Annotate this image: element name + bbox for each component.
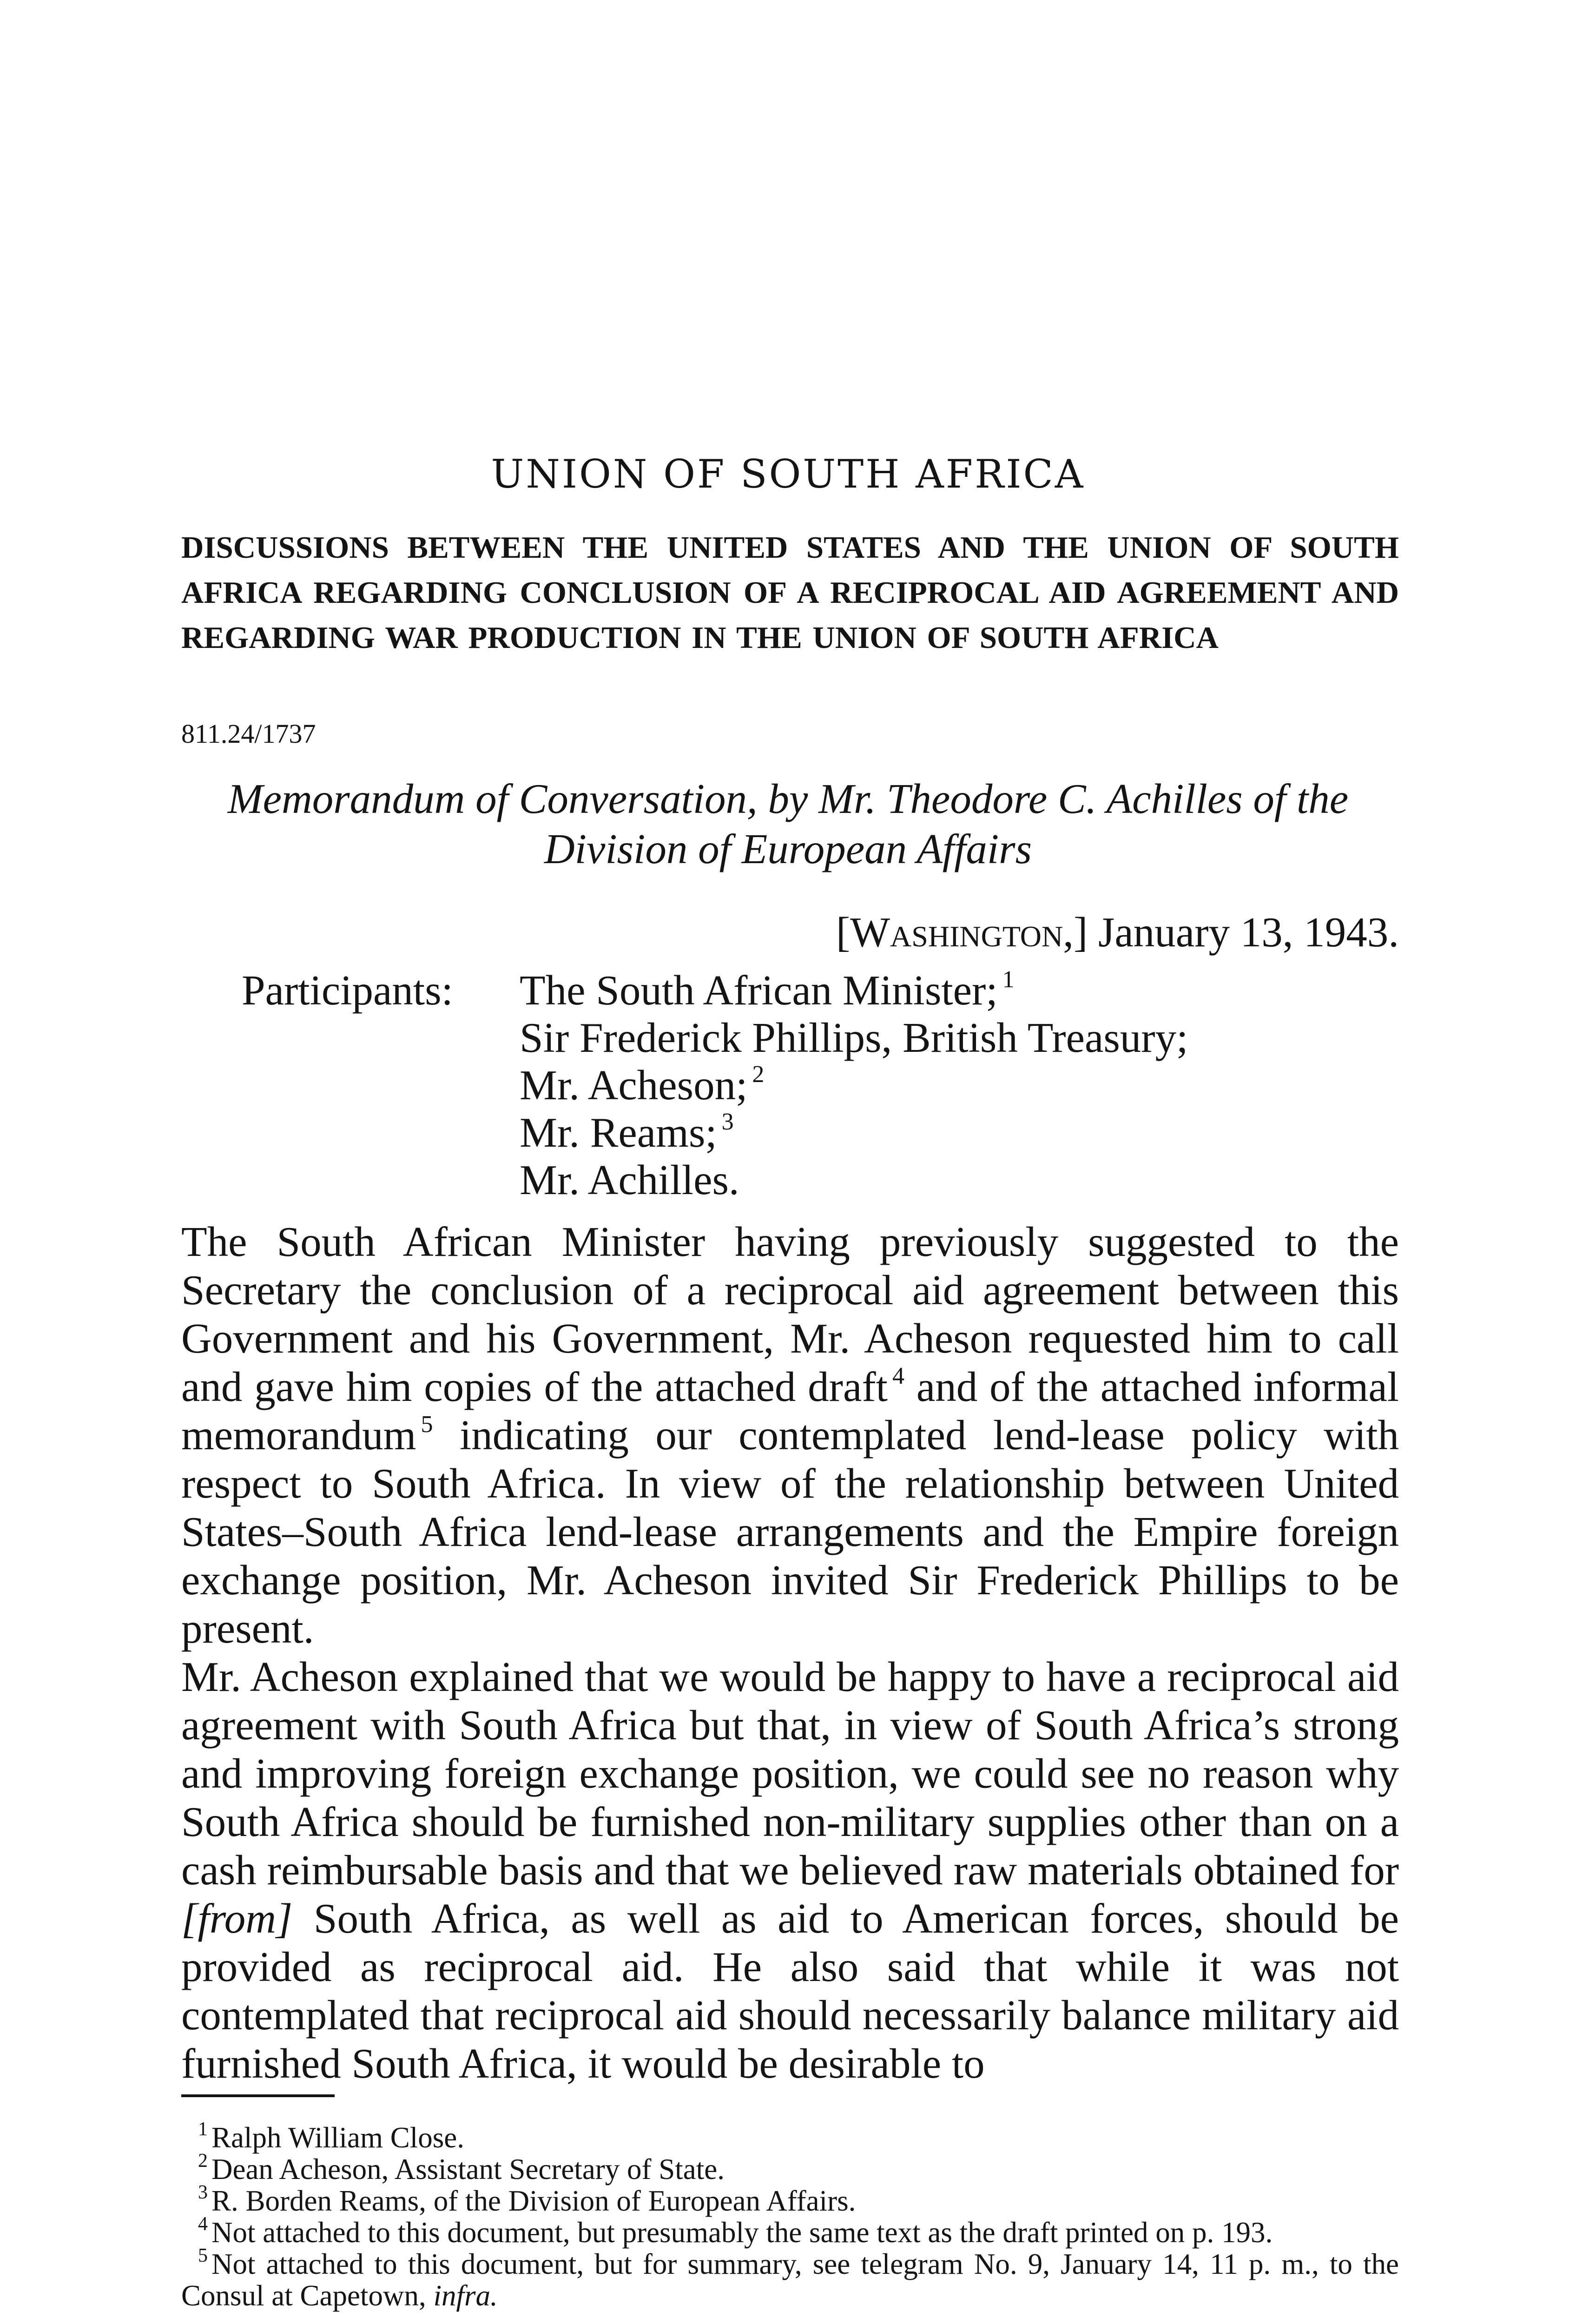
participant: Sir Frederick Phillips, British Treasury; bbox=[520, 1014, 1188, 1061]
participants-label: Participants: bbox=[242, 967, 453, 1014]
paragraph-2: Mr. Acheson explained that we would be happy to have a reciprocal aid agreement with South Africa but that, in view of South Africa’s strong and improving foreign exchange position, we could see no reason why South Africa should be furnished non-military supplies other than on a cash reimbursable basis and that we believed raw materials obtained for [from] South Africa, as well as aid to American forces, should be provided as reciprocal aid. He also said that while it was not contemplated that reciprocal aid should necessarily balance military aid furnished South Africa, it would be desirable to bbox=[181, 1653, 1399, 2087]
memo-body bbox=[181, 1218, 1399, 2088]
country-title: UNION OF SOUTH AFRICA bbox=[491, 451, 1085, 497]
footnote: $^1$ Ralph William Close. bbox=[198, 2119, 465, 2154]
footnote-ref: 5 bbox=[421, 1411, 433, 1438]
footnote-divider bbox=[181, 2094, 335, 2097]
participant: Mr. Reams; $^3$ bbox=[520, 1108, 734, 1156]
place: [Washington,] bbox=[836, 909, 1088, 956]
footnote-ref: 2 bbox=[752, 1061, 765, 1088]
file-number: 811.24/1737 bbox=[181, 719, 316, 749]
footnote: $^2$ Dean Acheson, Assistant Secretary of State. bbox=[198, 2150, 725, 2185]
participant: Mr. Achilles. bbox=[520, 1156, 739, 1203]
footnote-ref: 1 bbox=[1002, 966, 1015, 993]
memo-title-line-2: Division of European Affairs bbox=[544, 825, 1032, 872]
date: January 13, 1943. bbox=[1098, 909, 1399, 956]
footnote: $^5$ Not attached to this document, but for summary, see telegram No. 9, January 14, 11 p. m., to the Consul at Capetown, infra. bbox=[181, 2245, 1399, 2312]
footnote: $^3$ R. Borden Reams, of the Division of European Affairs. bbox=[198, 2182, 856, 2217]
place-and-date bbox=[730, 909, 1399, 956]
footnote: $^4$ Not attached to this document, but presumably the same text as the draft printed on p. 193. bbox=[198, 2213, 1273, 2249]
paragraph-1: The South African Minister having previously suggested to the Secretary the conclusion of a reciprocal aid agreement between this Government and his Government, Mr. Acheson requested him to call and gave him copies of the attached draft $^4$ and of the attached informal memorandum $^5$ indicating our contemplated lend-lease policy with respect to South Africa. In view of the relationship between United States–South Africa lend-lease arrangements and the Empire foreign exchange position, Mr. Acheson invited Sir Frederick Phillips to be present. bbox=[181, 1218, 1399, 1652]
footnote-ref: 3 bbox=[721, 1108, 734, 1135]
memo-title-line-1: Memorandum of Conversation, by Mr. Theodore C. Achilles of the bbox=[227, 775, 1349, 822]
memo-title bbox=[0, 774, 1576, 874]
participant: The South African Minister; $^1$ bbox=[520, 966, 1015, 1014]
bracketed-word: [from] bbox=[181, 1895, 293, 1942]
section-heading: DISCUSSIONS BETWEEN THE UNITED STATES AND THE UNION OF SOUTH AFRICA REGARDING CONCLUSION OF A RECIPROCAL AID AGREEMENT AND REGARDING WAR PRODUCTION IN THE UNION OF SOUTH AFRICA bbox=[181, 530, 1399, 655]
participants-list bbox=[520, 967, 1403, 1204]
participant: Mr. Acheson; $^2$ bbox=[520, 1061, 765, 1109]
footnotes bbox=[181, 2119, 1399, 2312]
footnote-ref: 4 bbox=[892, 1362, 904, 1389]
